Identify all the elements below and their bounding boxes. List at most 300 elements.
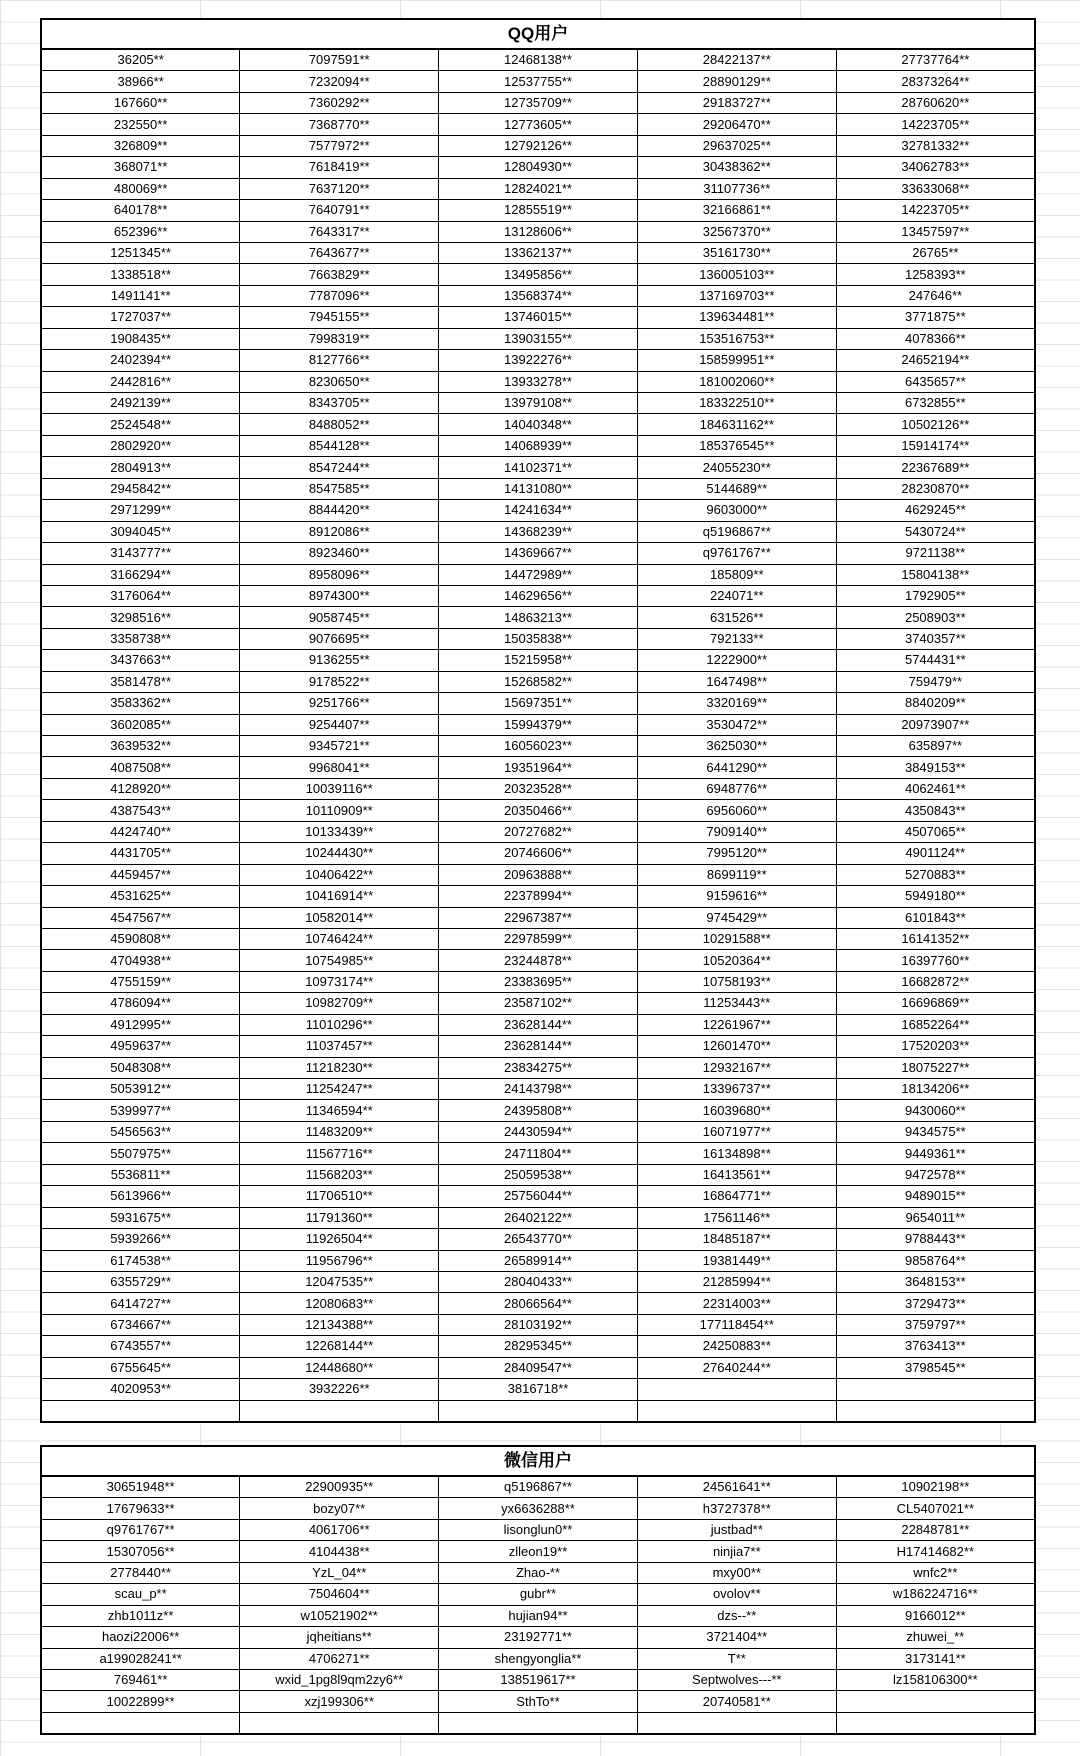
qq-table-cell[interactable]: 25059538**: [439, 1164, 638, 1185]
wechat-table-cell[interactable]: 22900935**: [240, 1476, 439, 1498]
wechat-table-cell[interactable]: Septwolves---**: [637, 1669, 836, 1690]
qq-table-cell[interactable]: 9745429**: [637, 907, 836, 928]
qq-table-cell[interactable]: 4128920**: [41, 778, 240, 799]
qq-table-cell[interactable]: 7618419**: [240, 157, 439, 178]
qq-table-cell[interactable]: 10973174**: [240, 971, 439, 992]
wechat-table-cell[interactable]: 20740581**: [637, 1691, 836, 1712]
qq-table-cell[interactable]: 6355729**: [41, 1271, 240, 1292]
qq-table-cell[interactable]: 759479**: [836, 671, 1035, 692]
wechat-table-cell[interactable]: wxid_1pg8l9qm2zy6**: [240, 1669, 439, 1690]
qq-table-cell[interactable]: 5144689**: [637, 478, 836, 499]
wechat-table-cell[interactable]: shengyonglia**: [439, 1648, 638, 1669]
qq-table-cell[interactable]: 30438362**: [637, 157, 836, 178]
qq-table-cell[interactable]: 4629245**: [836, 500, 1035, 521]
qq-table-cell[interactable]: 5270883**: [836, 864, 1035, 885]
wechat-table-cell[interactable]: jqheitians**: [240, 1627, 439, 1648]
qq-table-cell[interactable]: 8343705**: [240, 393, 439, 414]
wechat-table-cell[interactable]: 23192771**: [439, 1627, 638, 1648]
qq-table-cell[interactable]: 1908435**: [41, 328, 240, 349]
qq-table-cell[interactable]: 5744431**: [836, 650, 1035, 671]
qq-table-cell[interactable]: 12824021**: [439, 178, 638, 199]
qq-table-cell[interactable]: 9603000**: [637, 500, 836, 521]
qq-table-cell[interactable]: 20746606**: [439, 843, 638, 864]
wechat-table-cell[interactable]: 17679633**: [41, 1498, 240, 1519]
qq-table-cell[interactable]: 24430594**: [439, 1121, 638, 1142]
qq-table-cell[interactable]: 12261967**: [637, 1014, 836, 1035]
qq-table-cell[interactable]: 3639532**: [41, 736, 240, 757]
wechat-table-cell[interactable]: ovolov**: [637, 1584, 836, 1605]
qq-table-cell[interactable]: 4590808**: [41, 928, 240, 949]
qq-table-cell[interactable]: 11253443**: [637, 993, 836, 1014]
qq-table-cell[interactable]: 12932167**: [637, 1057, 836, 1078]
qq-table-cell[interactable]: 26765**: [836, 242, 1035, 263]
qq-table-cell[interactable]: 652396**: [41, 221, 240, 242]
qq-table-cell[interactable]: 23383695**: [439, 971, 638, 992]
qq-table-cell[interactable]: 10244430**: [240, 843, 439, 864]
qq-table-cell[interactable]: 12134388**: [240, 1314, 439, 1335]
wechat-table-cell[interactable]: SthTo**: [439, 1691, 638, 1712]
qq-table-cell[interactable]: 38966**: [41, 71, 240, 92]
qq-table-cell[interactable]: 5613966**: [41, 1186, 240, 1207]
qq-table-cell[interactable]: 167660**: [41, 92, 240, 113]
qq-table-cell[interactable]: 21285994**: [637, 1271, 836, 1292]
qq-table-cell[interactable]: 480069**: [41, 178, 240, 199]
qq-table-cell[interactable]: 7637120**: [240, 178, 439, 199]
qq-table-cell[interactable]: 7232094**: [240, 71, 439, 92]
qq-table-cell[interactable]: 34062783**: [836, 157, 1035, 178]
qq-table-cell[interactable]: 7577972**: [240, 135, 439, 156]
qq-table-cell[interactable]: 3763413**: [836, 1336, 1035, 1357]
qq-table-cell[interactable]: 4078366**: [836, 328, 1035, 349]
qq-table-cell[interactable]: 7097591**: [240, 49, 439, 71]
wechat-table-cell[interactable]: [836, 1712, 1035, 1734]
qq-table-cell[interactable]: 8840209**: [836, 693, 1035, 714]
wechat-table-cell[interactable]: a199028241**: [41, 1648, 240, 1669]
qq-table-cell[interactable]: 24143798**: [439, 1079, 638, 1100]
qq-table-cell[interactable]: 9076695**: [240, 628, 439, 649]
qq-table-cell[interactable]: 7909140**: [637, 821, 836, 842]
qq-table-cell[interactable]: 16852264**: [836, 1014, 1035, 1035]
qq-table-cell[interactable]: 20963888**: [439, 864, 638, 885]
qq-table-cell[interactable]: 18075227**: [836, 1057, 1035, 1078]
qq-table-cell[interactable]: 15035838**: [439, 628, 638, 649]
qq-table-cell[interactable]: 2945842**: [41, 478, 240, 499]
qq-table-cell[interactable]: 2804913**: [41, 457, 240, 478]
qq-table-cell[interactable]: 10982709**: [240, 993, 439, 1014]
qq-table-cell[interactable]: 5048308**: [41, 1057, 240, 1078]
qq-table-cell[interactable]: 7998319**: [240, 328, 439, 349]
qq-table-cell[interactable]: 177118454**: [637, 1314, 836, 1335]
qq-table-cell[interactable]: 13568374**: [439, 285, 638, 306]
qq-table-cell[interactable]: 6734667**: [41, 1314, 240, 1335]
wechat-table-cell[interactable]: CL5407021**: [836, 1498, 1035, 1519]
wechat-table-cell[interactable]: xzj199306**: [240, 1691, 439, 1712]
qq-table-cell[interactable]: 7663829**: [240, 264, 439, 285]
qq-table-cell[interactable]: 6956060**: [637, 800, 836, 821]
qq-table-cell[interactable]: 12601470**: [637, 1036, 836, 1057]
qq-table-cell[interactable]: 3581478**: [41, 671, 240, 692]
qq-table-cell[interactable]: 4959637**: [41, 1036, 240, 1057]
wechat-table-cell[interactable]: justbad**: [637, 1519, 836, 1540]
wechat-table-cell[interactable]: scau_p**: [41, 1584, 240, 1605]
wechat-table-cell[interactable]: YzL_04**: [240, 1562, 439, 1583]
qq-table-cell[interactable]: 7643677**: [240, 242, 439, 263]
qq-table-cell[interactable]: 10582014**: [240, 907, 439, 928]
qq-table-cell[interactable]: 247646**: [836, 285, 1035, 306]
qq-table-cell[interactable]: 9489015**: [836, 1186, 1035, 1207]
qq-table-cell[interactable]: 3320169**: [637, 693, 836, 714]
qq-table-cell[interactable]: 6174538**: [41, 1250, 240, 1271]
qq-table-cell[interactable]: 9254407**: [240, 714, 439, 735]
qq-table-cell[interactable]: 10758193**: [637, 971, 836, 992]
wechat-table-cell[interactable]: ninjia7**: [637, 1541, 836, 1562]
qq-table-cell[interactable]: 11567716**: [240, 1143, 439, 1164]
qq-table-cell[interactable]: 12468138**: [439, 49, 638, 71]
wechat-table-cell[interactable]: zhb1011z**: [41, 1605, 240, 1626]
qq-table-cell[interactable]: 3166294**: [41, 564, 240, 585]
qq-table-cell[interactable]: 7643317**: [240, 221, 439, 242]
qq-table-cell[interactable]: 12448680**: [240, 1357, 439, 1378]
qq-table-cell[interactable]: 3437663**: [41, 650, 240, 671]
qq-table-cell[interactable]: 2402394**: [41, 350, 240, 371]
wechat-table-cell[interactable]: 10022899**: [41, 1691, 240, 1712]
wechat-table-cell[interactable]: [439, 1712, 638, 1734]
qq-table-cell[interactable]: 20350466**: [439, 800, 638, 821]
wechat-table-cell[interactable]: q5196867**: [439, 1476, 638, 1498]
qq-table-cell[interactable]: 15697351**: [439, 693, 638, 714]
qq-table-cell[interactable]: 2971299**: [41, 500, 240, 521]
qq-table-cell[interactable]: 1338518**: [41, 264, 240, 285]
qq-table-cell[interactable]: 153516753**: [637, 328, 836, 349]
qq-table-cell[interactable]: 20727682**: [439, 821, 638, 842]
qq-table-cell[interactable]: 3176064**: [41, 585, 240, 606]
wechat-section-title[interactable]: 微信用户: [41, 1446, 1035, 1476]
qq-table-cell[interactable]: 185809**: [637, 564, 836, 585]
qq-table-cell[interactable]: 14040348**: [439, 414, 638, 435]
qq-table-cell[interactable]: 19381449**: [637, 1250, 836, 1271]
wechat-table-cell[interactable]: [41, 1712, 240, 1734]
wechat-table-cell[interactable]: 30651948**: [41, 1476, 240, 1498]
qq-table-cell[interactable]: 3625030**: [637, 736, 836, 757]
qq-table-cell[interactable]: 14241634**: [439, 500, 638, 521]
qq-table-cell[interactable]: 4507065**: [836, 821, 1035, 842]
qq-table-cell[interactable]: 4087508**: [41, 757, 240, 778]
qq-table-cell[interactable]: 12804930**: [439, 157, 638, 178]
wechat-table-cell[interactable]: lisonglun0**: [439, 1519, 638, 1540]
qq-table-cell[interactable]: 27737764**: [836, 49, 1035, 71]
qq-table-cell[interactable]: 35161730**: [637, 242, 836, 263]
qq-table-cell[interactable]: 9434575**: [836, 1121, 1035, 1142]
qq-table-cell[interactable]: 8230650**: [240, 371, 439, 392]
qq-table-cell[interactable]: 28409547**: [439, 1357, 638, 1378]
qq-table-cell[interactable]: 10416914**: [240, 886, 439, 907]
qq-table-cell[interactable]: 12080683**: [240, 1293, 439, 1314]
qq-table-cell[interactable]: 10110909**: [240, 800, 439, 821]
qq-table-cell[interactable]: 36205**: [41, 49, 240, 71]
qq-table-cell[interactable]: 23628144**: [439, 1036, 638, 1057]
qq-table-cell[interactable]: 3298516**: [41, 607, 240, 628]
qq-table-cell[interactable]: 3602085**: [41, 714, 240, 735]
qq-table-cell[interactable]: [637, 1379, 836, 1400]
wechat-table-cell[interactable]: yx6636288**: [439, 1498, 638, 1519]
qq-table-cell[interactable]: 1647498**: [637, 671, 836, 692]
qq-table-cell[interactable]: 26402122**: [439, 1207, 638, 1228]
qq-table-cell[interactable]: 8488052**: [240, 414, 439, 435]
wechat-table-cell[interactable]: dzs--**: [637, 1605, 836, 1626]
qq-table-cell[interactable]: 13746015**: [439, 307, 638, 328]
qq-table-cell[interactable]: 3094045**: [41, 521, 240, 542]
qq-table-cell[interactable]: 13903155**: [439, 328, 638, 349]
wechat-table-cell[interactable]: wnfc2**: [836, 1562, 1035, 1583]
qq-table-cell[interactable]: 6441290**: [637, 757, 836, 778]
qq-table-cell[interactable]: 22378994**: [439, 886, 638, 907]
qq-table-cell[interactable]: 3583362**: [41, 693, 240, 714]
wechat-table-cell[interactable]: 15307056**: [41, 1541, 240, 1562]
qq-table-cell[interactable]: 8923460**: [240, 543, 439, 564]
qq-table-cell[interactable]: 1491141**: [41, 285, 240, 306]
qq-table-cell[interactable]: 22978599**: [439, 928, 638, 949]
qq-table-cell[interactable]: 2492139**: [41, 393, 240, 414]
qq-table-cell[interactable]: 29183727**: [637, 92, 836, 113]
qq-table-cell[interactable]: 5507975**: [41, 1143, 240, 1164]
wechat-table-cell[interactable]: zhuwei_**: [836, 1627, 1035, 1648]
qq-table-cell[interactable]: 1251345**: [41, 242, 240, 263]
qq-table-cell[interactable]: 12735709**: [439, 92, 638, 113]
wechat-table-cell[interactable]: T**: [637, 1648, 836, 1669]
qq-table-cell[interactable]: 15804138**: [836, 564, 1035, 585]
qq-table-cell[interactable]: 139634481**: [637, 307, 836, 328]
qq-table-cell[interactable]: 7945155**: [240, 307, 439, 328]
qq-table-cell[interactable]: 11706510**: [240, 1186, 439, 1207]
qq-table-cell[interactable]: 6732855**: [836, 393, 1035, 414]
qq-table-cell[interactable]: 4531625**: [41, 886, 240, 907]
qq-table-cell[interactable]: 14863213**: [439, 607, 638, 628]
wechat-table-cell[interactable]: mxy00**: [637, 1562, 836, 1583]
qq-table-cell[interactable]: 3816718**: [439, 1379, 638, 1400]
wechat-table-cell[interactable]: bozy07**: [240, 1498, 439, 1519]
qq-table-cell[interactable]: 9472578**: [836, 1164, 1035, 1185]
qq-table-cell[interactable]: 13362137**: [439, 242, 638, 263]
qq-table-cell[interactable]: 5456563**: [41, 1121, 240, 1142]
qq-table-cell[interactable]: 17561146**: [637, 1207, 836, 1228]
qq-table-cell[interactable]: 26589914**: [439, 1250, 638, 1271]
wechat-table-cell[interactable]: w10521902**: [240, 1605, 439, 1626]
qq-table-cell[interactable]: 8547585**: [240, 478, 439, 499]
qq-table-cell[interactable]: 11926504**: [240, 1229, 439, 1250]
qq-table-cell[interactable]: [637, 1400, 836, 1422]
qq-table-cell[interactable]: 8547244**: [240, 457, 439, 478]
qq-table-cell[interactable]: 5399977**: [41, 1100, 240, 1121]
qq-table-cell[interactable]: 8974300**: [240, 585, 439, 606]
qq-table-cell[interactable]: 2524548**: [41, 414, 240, 435]
qq-table-cell[interactable]: 16039680**: [637, 1100, 836, 1121]
qq-table-cell[interactable]: 8912086**: [240, 521, 439, 542]
qq-table-cell[interactable]: 32781332**: [836, 135, 1035, 156]
qq-table-cell[interactable]: 8844420**: [240, 500, 439, 521]
qq-table-cell[interactable]: 23587102**: [439, 993, 638, 1014]
qq-table-cell[interactable]: 6101843**: [836, 907, 1035, 928]
qq-table-cell[interactable]: 10754985**: [240, 950, 439, 971]
qq-table-cell[interactable]: 5430724**: [836, 521, 1035, 542]
wechat-table-cell[interactable]: lz158106300**: [836, 1669, 1035, 1690]
qq-table-cell[interactable]: 635897**: [836, 736, 1035, 757]
qq-table-cell[interactable]: 11791360**: [240, 1207, 439, 1228]
qq-table-cell[interactable]: 10406422**: [240, 864, 439, 885]
qq-table-cell[interactable]: 31107736**: [637, 178, 836, 199]
qq-table-cell[interactable]: 3143777**: [41, 543, 240, 564]
qq-table-cell[interactable]: 11218230**: [240, 1057, 439, 1078]
wechat-table-cell[interactable]: Zhao-**: [439, 1562, 638, 1583]
qq-table-cell[interactable]: 7368770**: [240, 114, 439, 135]
wechat-table-cell[interactable]: 22848781**: [836, 1519, 1035, 1540]
qq-table-cell[interactable]: 19351964**: [439, 757, 638, 778]
qq-table-cell[interactable]: 9430060**: [836, 1100, 1035, 1121]
qq-table-cell[interactable]: 5053912**: [41, 1079, 240, 1100]
qq-table-cell[interactable]: 2442816**: [41, 371, 240, 392]
qq-table-cell[interactable]: 24250883**: [637, 1336, 836, 1357]
qq-section-title[interactable]: QQ用户: [41, 19, 1035, 49]
qq-table-cell[interactable]: 4020953**: [41, 1379, 240, 1400]
qq-table-cell[interactable]: 13495856**: [439, 264, 638, 285]
qq-table-cell[interactable]: 11568203**: [240, 1164, 439, 1185]
qq-table-cell[interactable]: 3729473**: [836, 1293, 1035, 1314]
qq-table-cell[interactable]: 12855519**: [439, 200, 638, 221]
qq-table-cell[interactable]: 14369667**: [439, 543, 638, 564]
qq-table-cell[interactable]: 9136255**: [240, 650, 439, 671]
wechat-table-cell[interactable]: 4061706**: [240, 1519, 439, 1540]
qq-table-cell[interactable]: 14068939**: [439, 435, 638, 456]
qq-table-cell[interactable]: 28040433**: [439, 1271, 638, 1292]
qq-table-cell[interactable]: 326809**: [41, 135, 240, 156]
qq-table-cell[interactable]: 14368239**: [439, 521, 638, 542]
qq-table-cell[interactable]: 9858764**: [836, 1250, 1035, 1271]
qq-table-cell[interactable]: 27640244**: [637, 1357, 836, 1378]
qq-table-cell[interactable]: 14131080**: [439, 478, 638, 499]
qq-table-cell[interactable]: [240, 1400, 439, 1422]
qq-table-cell[interactable]: [439, 1400, 638, 1422]
qq-table-cell[interactable]: 29206470**: [637, 114, 836, 135]
qq-table-cell[interactable]: 2508903**: [836, 607, 1035, 628]
qq-table-cell[interactable]: 158599951**: [637, 350, 836, 371]
qq-table-cell[interactable]: 10520364**: [637, 950, 836, 971]
qq-table-cell[interactable]: 3932226**: [240, 1379, 439, 1400]
qq-table-cell[interactable]: 32166861**: [637, 200, 836, 221]
qq-table-cell[interactable]: 1727037**: [41, 307, 240, 328]
wechat-table-cell[interactable]: 10902198**: [836, 1476, 1035, 1498]
qq-table-cell[interactable]: 11483209**: [240, 1121, 439, 1142]
qq-table-cell[interactable]: 22367689**: [836, 457, 1035, 478]
qq-table-cell[interactable]: 1792905**: [836, 585, 1035, 606]
qq-table-cell[interactable]: q5196867**: [637, 521, 836, 542]
qq-table-cell[interactable]: 11254247**: [240, 1079, 439, 1100]
wechat-table-cell[interactable]: w186224716**: [836, 1584, 1035, 1605]
qq-table-cell[interactable]: 33633068**: [836, 178, 1035, 199]
qq-table-cell[interactable]: 14223705**: [836, 200, 1035, 221]
qq-table-cell[interactable]: 11010296**: [240, 1014, 439, 1035]
qq-table-cell[interactable]: 2802920**: [41, 435, 240, 456]
qq-table-cell[interactable]: 3771875**: [836, 307, 1035, 328]
qq-table-cell[interactable]: 3530472**: [637, 714, 836, 735]
qq-table-cell[interactable]: 4547567**: [41, 907, 240, 928]
qq-table-cell[interactable]: 28103192**: [439, 1314, 638, 1335]
qq-table-cell[interactable]: 16071977**: [637, 1121, 836, 1142]
qq-table-cell[interactable]: 7787096**: [240, 285, 439, 306]
qq-table-cell[interactable]: 12773605**: [439, 114, 638, 135]
qq-table-cell[interactable]: 232550**: [41, 114, 240, 135]
qq-table-cell[interactable]: 7360292**: [240, 92, 439, 113]
qq-table-cell[interactable]: 3648153**: [836, 1271, 1035, 1292]
qq-table-cell[interactable]: 3358738**: [41, 628, 240, 649]
qq-table-cell[interactable]: 224071**: [637, 585, 836, 606]
qq-table-cell[interactable]: 16056023**: [439, 736, 638, 757]
qq-table-cell[interactable]: 631526**: [637, 607, 836, 628]
qq-table-cell[interactable]: 185376545**: [637, 435, 836, 456]
wechat-table-cell[interactable]: [836, 1691, 1035, 1712]
qq-table-cell[interactable]: 12537755**: [439, 71, 638, 92]
qq-table-cell[interactable]: 4387543**: [41, 800, 240, 821]
qq-table-cell[interactable]: 15215958**: [439, 650, 638, 671]
qq-table-cell[interactable]: 9178522**: [240, 671, 439, 692]
qq-table-cell[interactable]: 20323528**: [439, 778, 638, 799]
qq-table-cell[interactable]: 24055230**: [637, 457, 836, 478]
qq-table-cell[interactable]: 3798545**: [836, 1357, 1035, 1378]
qq-table-cell[interactable]: 28760620**: [836, 92, 1035, 113]
wechat-table-cell[interactable]: 138519617**: [439, 1669, 638, 1690]
wechat-table-cell[interactable]: 2778440**: [41, 1562, 240, 1583]
qq-table-cell[interactable]: 368071**: [41, 157, 240, 178]
qq-table-cell[interactable]: 4912995**: [41, 1014, 240, 1035]
qq-table-cell[interactable]: 9251766**: [240, 693, 439, 714]
wechat-table-cell[interactable]: 769461**: [41, 1669, 240, 1690]
qq-table-cell[interactable]: 17520203**: [836, 1036, 1035, 1057]
qq-table-cell[interactable]: 7640791**: [240, 200, 439, 221]
qq-table-cell[interactable]: 14102371**: [439, 457, 638, 478]
qq-table-cell[interactable]: 15914174**: [836, 435, 1035, 456]
qq-table-cell[interactable]: 4786094**: [41, 993, 240, 1014]
qq-table-cell[interactable]: 3759797**: [836, 1314, 1035, 1335]
qq-table-cell[interactable]: 16864771**: [637, 1186, 836, 1207]
qq-table-cell[interactable]: [41, 1400, 240, 1422]
wechat-table-cell[interactable]: q9761767**: [41, 1519, 240, 1540]
qq-table-cell[interactable]: 5949180**: [836, 886, 1035, 907]
qq-table-cell[interactable]: 6435657**: [836, 371, 1035, 392]
qq-table-cell[interactable]: 23244878**: [439, 950, 638, 971]
wechat-table-cell[interactable]: 4706271**: [240, 1648, 439, 1669]
qq-table-cell[interactable]: 28373264**: [836, 71, 1035, 92]
wechat-table-cell[interactable]: [240, 1712, 439, 1734]
qq-table-cell[interactable]: 20973907**: [836, 714, 1035, 735]
qq-table-cell[interactable]: 11037457**: [240, 1036, 439, 1057]
qq-table-cell[interactable]: 16397760**: [836, 950, 1035, 971]
qq-table-cell[interactable]: 12047535**: [240, 1271, 439, 1292]
qq-table-cell[interactable]: 16141352**: [836, 928, 1035, 949]
qq-table-cell[interactable]: 184631162**: [637, 414, 836, 435]
qq-table-cell[interactable]: 24711804**: [439, 1143, 638, 1164]
qq-table-cell[interactable]: 23834275**: [439, 1057, 638, 1078]
qq-table-cell[interactable]: 8958096**: [240, 564, 439, 585]
qq-table-cell[interactable]: 11956796**: [240, 1250, 439, 1271]
qq-table-cell[interactable]: 24652194**: [836, 350, 1035, 371]
wechat-table-cell[interactable]: H17414682**: [836, 1541, 1035, 1562]
qq-table-cell[interactable]: 16134898**: [637, 1143, 836, 1164]
qq-table-cell[interactable]: 9058745**: [240, 607, 439, 628]
qq-table-cell[interactable]: 25756044**: [439, 1186, 638, 1207]
qq-table-cell[interactable]: 13457597**: [836, 221, 1035, 242]
qq-table-cell[interactable]: 14629656**: [439, 585, 638, 606]
qq-table-cell[interactable]: 15268582**: [439, 671, 638, 692]
qq-table-cell[interactable]: 28295345**: [439, 1336, 638, 1357]
wechat-table-cell[interactable]: zlleon19**: [439, 1541, 638, 1562]
